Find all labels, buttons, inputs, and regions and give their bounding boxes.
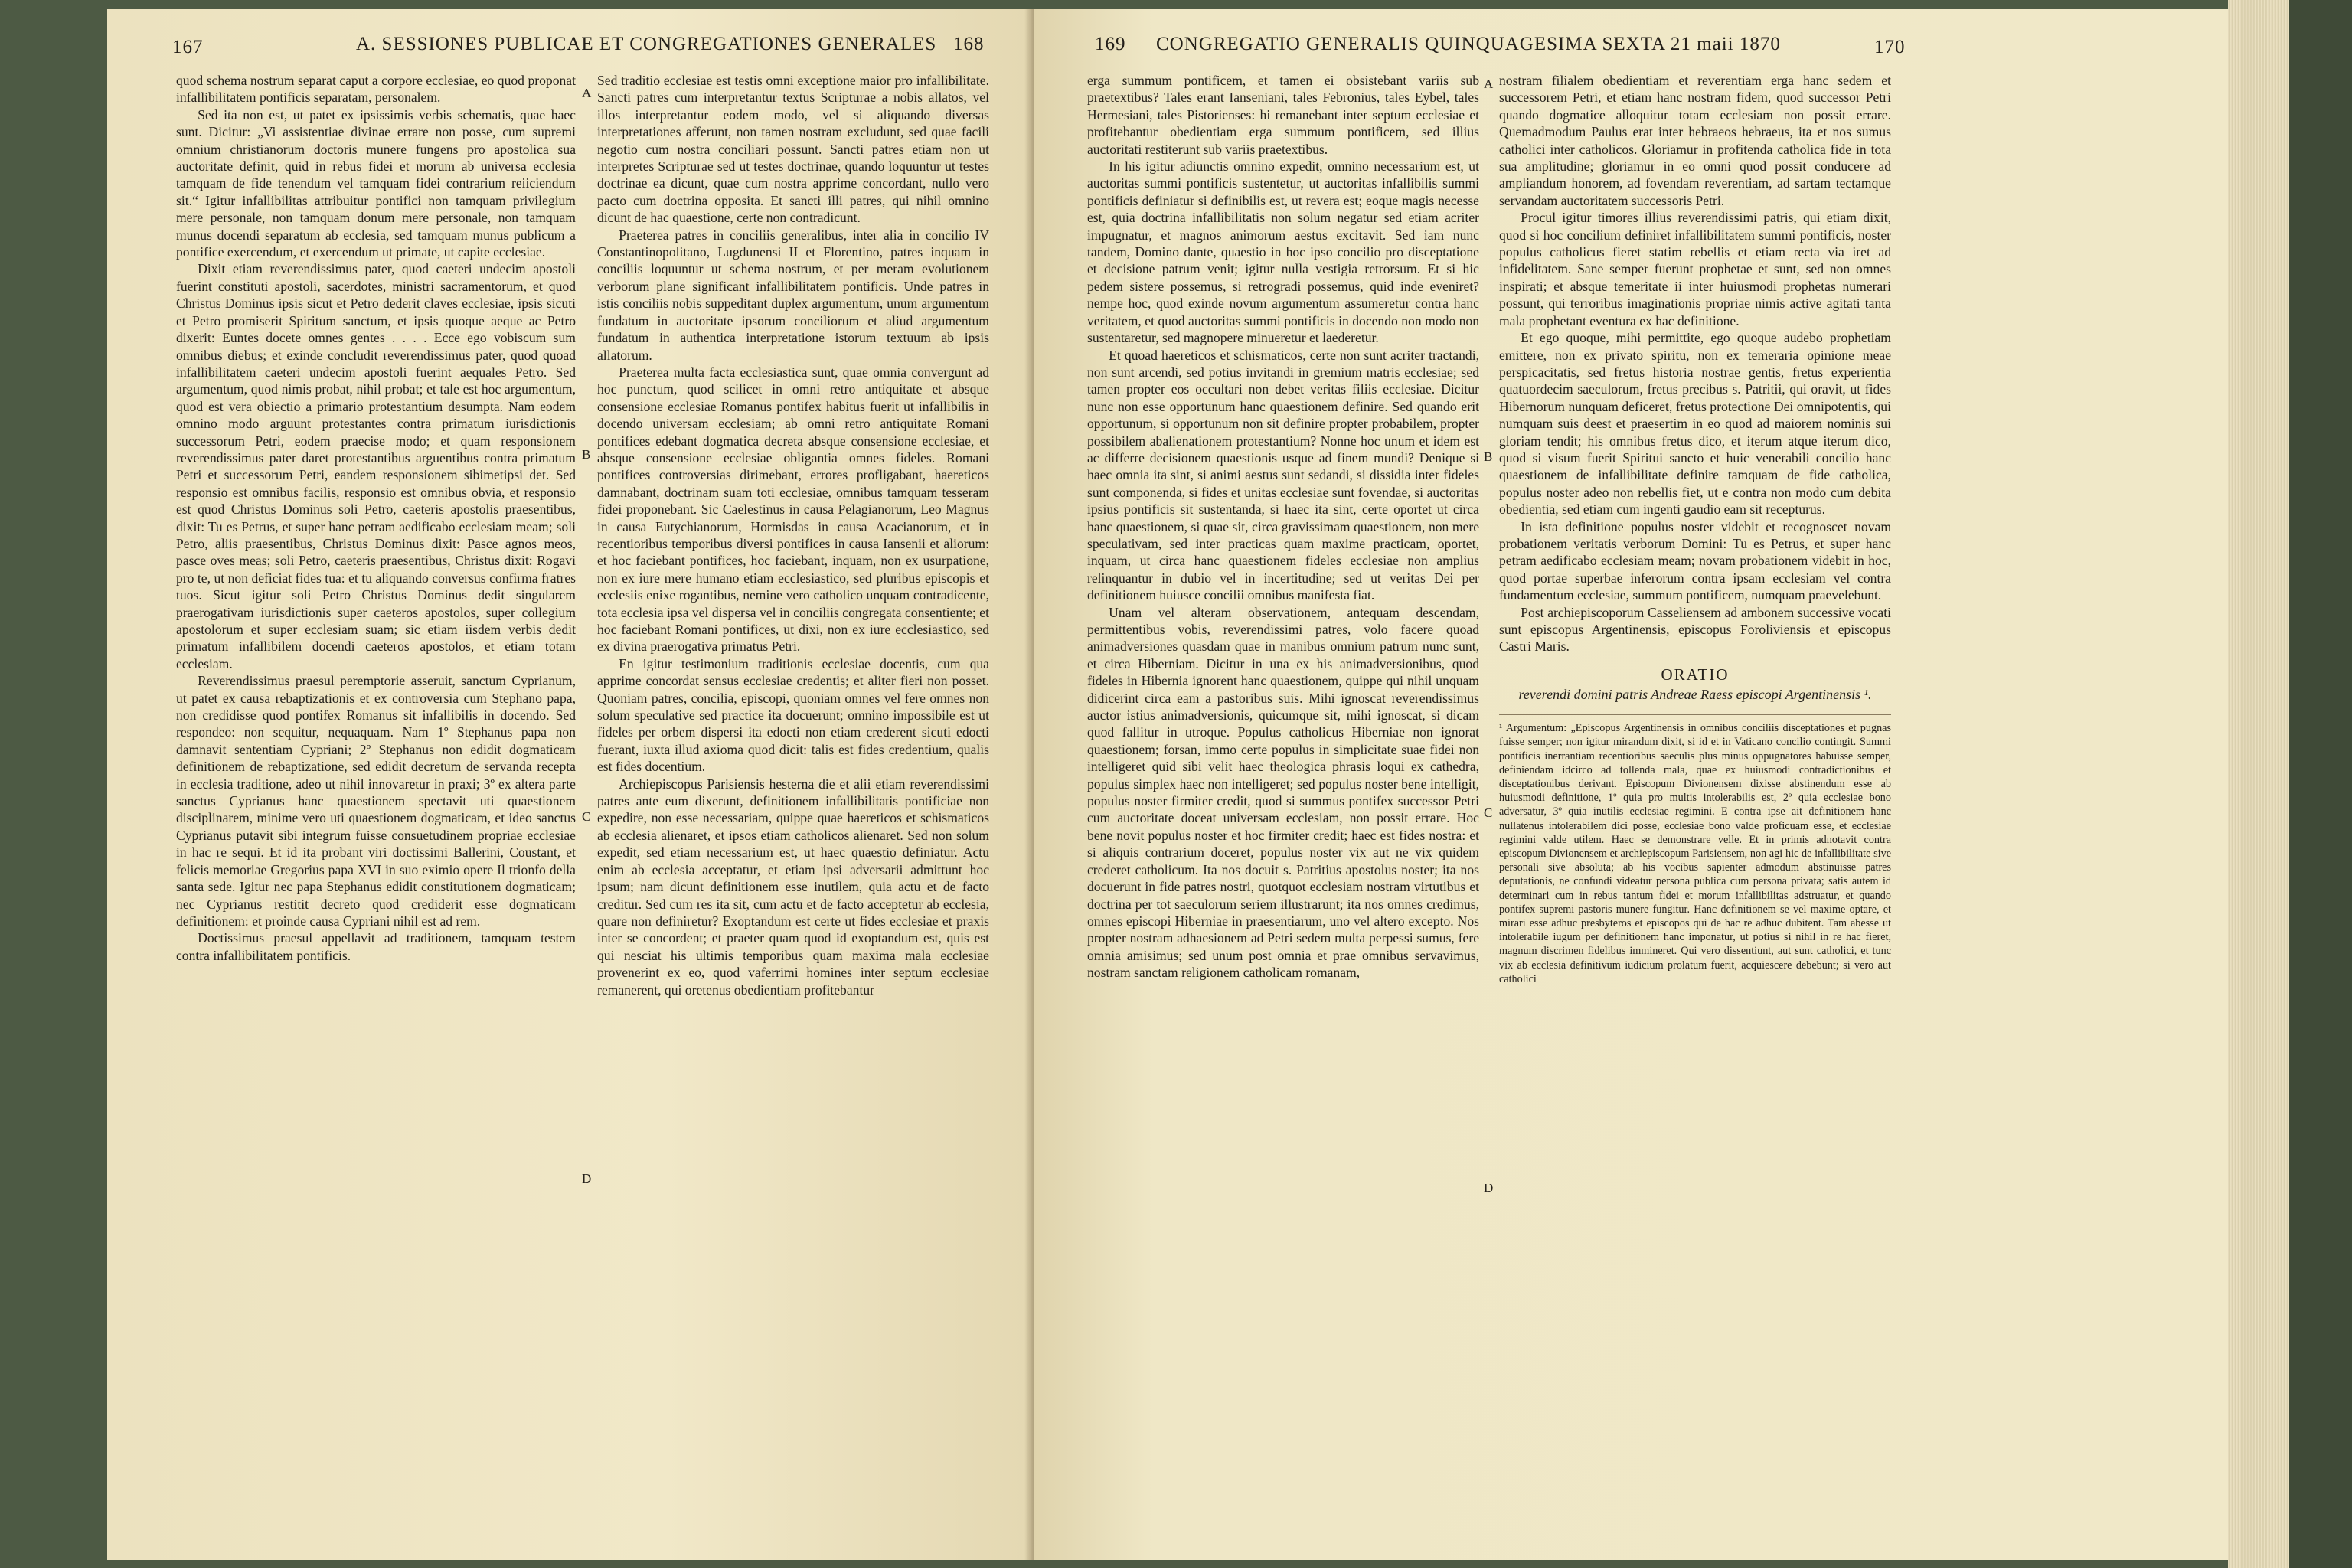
right-page-header xyxy=(1095,29,1926,60)
section-marker: C xyxy=(1484,805,1493,820)
paragraph: Unam vel alteram observationem, antequam descendam, permittentibus vobis, reverendissimi patres, volo facere quoad animadversiones quasdam quae in manibus omnium patrum nunc sunt, et circa Hiberniam. Dicitur in una ex his animadversionibus, quod fideles in Hibernia ignorent hanc quaestionem, quippe qui nihil unquam didicerint circa eam a pastoribus suis. Mihi ignoscat reverendissimus auctor istius animadversionis, quicumque sit, mihi ignoscat, si dicam quod fallitur in utroque. Populus catholicus Hiberniae non ignorat quaestionem; forsan, immo certe populus in simplicitate suae fidei non intelligeret quid sibi velit haec theologica phrasis loqui ex cathedra, populus simplex haec non intelligeret; sed populus noster bene intelligit, populus noster firmiter credit, quod si summus pontifex successor Petri cum auctoritate doceat universam ecclesiam, non possit errare. Hoc bene novit populus noster et hoc firmiter credit; haec est fides nostra: et si aliquis contrarium doceret, populus noster vix aut ne vix quidem crederet catholicum. Ita nos docuit s. Patritius apostolus noster; ita nos docuerunt in fide patres nostri, quotquot ecclesiam nostram virtutibus et doctrina per tot saeculorum seriem illustrarunt; ita nos omnes credimus, omnes episcopi Hiberniae in praesentiarum, uno vel altero excepto. Nos propter nostram adhaesionem ad Petri sedem multa perpessi sumus, fere omnia amisimus; sed unum post omnia et prae omnibus servavimus, nostram sanctam religionem catholicam romanam, xyxy=(1087,604,1479,981)
right-page-column-1 xyxy=(1087,72,1479,1511)
paragraph: Archiepiscopus Parisiensis hesterna die et alii etiam reverendissimi patres ante eum dixerunt, definitionem infallibilitatis pontificiae non expedire, non esse necessariam, quippe quae haereticos et schismaticos ab ecclesia alienaret, et ipsos etiam catholicos alienaret. Sed non solum expedit, sed etiam necessarium est, ut haec quaestio definiatur. Actu enim ab ecclesia acceptatur, et etiam ipsi adversarii admittunt hoc ipsum; nam dicunt definitionem esse inutilem, quia actu et de facto creditur. Sed cum res ita sit, cum actu et de facto acceptetur ab ecclesia, quare non definiretur? Exoptandum est certe ut fides ecclesiae et praxis inter se concordent; et praeter quam quod id exoptandum est, quis est qui nesciat his ultimis temporibus quam maxima mala ecclesiae provenerint ex eo, quod vaferrimi homines inter septum ecclesiae remanerent, qui oretenus obedientiam profitebantur xyxy=(597,776,989,998)
book-fore-edge xyxy=(2228,0,2289,1568)
paragraph: erga summum pontificem, et tamen ei obsistebant variis sub praetextibus? Tales erant Ianseniani, tales Febronius, tales Eybel, tales Hermesiani, tales Pistorienses: hi remanebant inter septum ecclesiae et profitebantur obedientiam erga summum pontificem, sed illius auctoritati restiterunt sub variis praetextibus. xyxy=(1087,73,1479,157)
section-marker: B xyxy=(582,447,591,462)
paragraph: In his igitur adiunctis omnino expedit, omnino necessarium est, ut auctoritas summi pontificis sustentetur, ut auctoritas infallibilis summi pontificis definiatur si definibilis est, ut revera est; eoque magis necesse est, quia doctrina infallibilitatis non solum negatur sed etiam acriter impugnatur, et magnos animorum aestus excitavit. Sed iam nunc tandem, Domino dante, quaestio in hoc ipso concilio pro disceptatione et decisione patrum venit; igitur nulla vestigia retrorsum. Et si hic pedem sistere possemus, si retrogradi possemus, quid inde eveniret? nempe hoc, quod exinde novum argumentum assumeretur contra hanc veritatem, et quod auctoritas summi pontificis in docendo non modo non sustentaretur, sed magnopere minueretur et laederetur. xyxy=(1087,158,1479,346)
paragraph: Et ego quoque, mihi permittite, ego quoque audebo prophetiam emittere, non ex privato spiritu, non ex temeraria opinione meae perspicacitatis, sed fretus historia nostrae gentis, fretus experientia quatuordecim saeculorum, fretus precibus s. Patritii, qui oravit, ut fides Hibernorum nunquam deficeret, fretus protectione Dei omnipotentis, qui numquam suis deest et praesertim in eo quod ad maiorem nominis sui gloriam tendit; his omnibus fretus dico, et iterum atque iterum dico, quod si visum fuerit Spiritui sancto et huic venerabili concilio hanc quaestionem de infallibilitate definire tamquam de fide catholica, populus noster adeo non rebellis fiet, ut e contra non modo cum debita obedientia, sed etiam cum ingenti gaudio eam sit recepturus. xyxy=(1499,330,1891,518)
paragraph: Sed traditio ecclesiae est testis omni exceptione maior pro infallibilitate. Sancti patres cum interpretantur textus Scripturae a nobis allatos, vel illos interpretantur eodem modo, vel si aliquando diversas interpretationes afferunt, non tamen nostram excludunt, sed quae facili negotio cum nostra conciliari possunt. Sancti patres etiam non ut interpretes Scripturae sed ut testes doctrinae, quando loquuntur ut testes doctrinae ea dicunt, quae cum nostra apprime concordant, nullo vero pacto cum doctrina opposita. Et sancti illi patres, qui nihil omnino dicunt de hac quaestione, certe non contradicunt. xyxy=(597,73,989,226)
section-marker: D xyxy=(1484,1181,1494,1195)
running-title: A. SESSIONES PUBLICAE ET CONGREGATIONES GENERALES xyxy=(356,34,937,54)
page-number: 168 xyxy=(953,34,985,54)
paragraph: Reverendissimus praesul peremptorie asseruit, sanctum Cyprianum, ut patet ex causa rebaptizationis et ex controversia cum Stephano papa, non credidisse quod pontifex Romanus sit infallibilis in docendo. Sed respondeo: non sequitur, nequaquam. Nam 1º Stephanus papa non damnavit sententiam Cypriani; 2º Stephanus non edidit dogmaticam definitionem de rebaptizatione, sed edidit decretum de servanda recepta in ecclesia traditione, adeo ut nihil innovaretur in praxi; 3º ex altera parte sanctus Cyprianus hanc quaestionem spectavit uti quaestionem disciplinarem, minime vero uti quaestionem dogmaticam, et ideo sanctus Cyprianus putavit sibi integrum fuisse consuetudinem propriae ecclesiae in hac re sequi. Et id ita probant viri doctissimi Ballerini, Coustant, et felicis memoriae Gregorius papa XVI in suo eximio opere Il trionfo della santa sede. Igitur nec papa Stephanus edidit constitutionem dogmaticam; nec Cyprianus restitit decreto quod crediderit esse dogmaticam definitionem: et proinde causa Cypriani nihil est ad rem. xyxy=(176,673,576,929)
left-page xyxy=(107,9,1034,1560)
paragraph: Praeterea multa facta ecclesiastica sunt, quae omnia convergunt ad hoc punctum, quod scilicet in omni retro antiquitate et absque consensione ecclesiae Romanus pontifex habitus fuerit ut infallibilis in docendo universam ecclesiam; ab omni retro antiquitate Romani pontifices edebant dogmatica decreta absque consensione ecclesiae, et absque consensione ecclesiae obligantia omnes fideles. Romani pontifices controversias dirimebant, errores profligabant, haereticos damnabant, doctrinam suam toti ecclesiae, omnibus tamquam tesseram fidei proponebant. Sic Caelestinus in causa Pelagianorum, Leo Magnus in causa Eutychianorum, Hormisdas in causa Acacianorum, et in recentioribus temporibus diversi pontifices in causa Iansenii et aliorum: et hoc faciebant pontifices, hoc faciebant, inquam, non ex usurpatione, non ex iure mere humano etiam ecclesiastico, sed pluribus episcopis et ecclesiis enixe rogantibus, nemine vero catholico unquam contradicente, tota ecclesia ipsa vel dispersa vel in conciliis congregata consentiente; et hoc faciebant Romani pontifices, ut dixi, non ex iure ecclesiastico, sed ex divina praerogativa primatus Petri. xyxy=(597,364,989,655)
footnote: ¹ Argumentum: „Episcopus Argentinensis in omnibus conciliis disceptationes et pugnas fuisse semper; non igitur mirandum dixit, si id et in Vaticano concilio contingit. Summi pontificis inerrantiam recentioribus saeculis plus minus oppugnatores habuisse semper, definiendam idcirco ad tollenda mala, quae ex huiusmodi contradictionibus et disceptationibus derivant. Episcopum Divionensem dixisse abstinendum esse ab huiusmodi definitione, 1º quia pro multis intolerabilis est, 2º quia ecclesiae bono adversatur, 3º quia inutilis ecclesiae regimini. E contra ipse ait definitionem hanc nullatenus intolerabilem dici posse, ecclesiae bono valde proficuam esse, et ecclesiae regimini valde utilem. Haec se demonstrare velle. Et in primis adnotavit contra episcopum Divionensem et archiepiscopum Parisiensem, non agi hic de infallibilitate sive personali sive absoluta; ab his vocibus sapienter admodum abstinuisse patres deputationis, ne confundi videatur persona publica cum persona privata; satis autem id determinari cum in rebus tantum fidei et morum infallibilitas adstruatur, et quando pontifex supremi pastoris munere fungitur. Hanc definitionem se vel maxime optare, et mirari esse adhuc presbyteros et episcopos qui de hac re adhuc dubitent. Tam abesse ut intolerabile iugum per definitionem hanc imponatur, ut potius si nihil in re hac fieret, magnum discrimen fidelibus immineret. Qui vero dissentiunt, aut sunt catholici, et tunc vix ab ecclesia definitivum iudicium prolatum fuerit, acquiescere debebunt; si vero aut catholici xyxy=(1499,714,1891,986)
page-number: 169 xyxy=(1095,34,1126,54)
right-page xyxy=(1034,9,2228,1560)
left-page-header xyxy=(172,29,1003,60)
right-page-column-2-body xyxy=(1499,72,1891,655)
paragraph: En igitur testimonium traditionis ecclesiae docentis, cum qua apprime concordat sensus ecclesiae credentis; et aliter fieri non posset. Quoniam patres, concilia, episcopi, quoniam omnes vel fere omnes non solum speculative sed practice ita docuerunt; omnino impossibile est ut fideles per orbem dispersi ita edocti non etiam crederent sicuti edocti fuerant, iuxta illud axioma quod dicit: talis est fides credentium, qualis est fides docentium. xyxy=(597,655,989,775)
left-page-column-1 xyxy=(176,72,576,1511)
paragraph: quod schema nostrum separat caput a corpore ecclesiae, eo quod proponat infallibilitatem pontificis separatam, personalem. xyxy=(176,73,576,106)
paragraph: Praeterea patres in conciliis generalibus, inter alia in concilio IV Constantinopolitano, Lugdunensi II et Florentino, patres inquam in conciliis loquuntur ut schema nostrum, et per meram evolutionem verborum plane significant infallibilitatem pontificis. Unde patres in istis conciliis nobis suppeditant duplex argumentum, unum argumentum fundatum in auctoritate ipsorum conciliorum et aliud argumentum fundatum in authentica interpretatione istorum textuum ab ipsis allatorum. xyxy=(597,227,989,363)
page-number: 167 xyxy=(172,37,204,57)
oration-subtitle: reverendi domini patris Andreae Raess episcopi Argentinensis ¹. xyxy=(1518,687,1872,703)
right-page-column-2 xyxy=(1499,72,1891,1519)
paragraph: In ista definitione populus noster videbit et recognoscet novam probationem veritatis verborum Domini: Tu es Petrus, et super hanc petram aedificabo ecclesiam meam; novam probationem videbit in hoc, quod portae superbae inferorum contra ipsam ecclesiam vel contra fundamentum ecclesiae, summum pontificem, numquam praevelebunt. xyxy=(1499,518,1891,603)
paragraph: Procul igitur timores illius reverendissimi patris, qui etiam dixit, quod si hoc concilium definiret infallibilitatem summi pontificis, noster populus catholicus fieret statim rebellis et etiam recta via iret ad infidelitatem. Sane semper fuerunt prophetae et sunt, sed non omnes inspirati; et absque temeritate ii inter huiusmodi prophetas numerari possunt, qui terroribus imaginationis propriae nimis active agitati tanta mala prophetant eventura ex hac definitione. xyxy=(1499,210,1891,328)
section-marker: B xyxy=(1484,449,1493,464)
paragraph: Sed ita non est, ut patet ex ipsissimis verbis schematis, quae haec sunt. Dicitur: „Vi assistentiae divinae errare non posse, cum supremi omnium christianorum doctoris munere fungens pro apostolica sua auctoritate definit, quid in rebus fidei et morum ab universa ecclesia tamquam de fide tenendum vel tamquam fidei contrarium reiiciendum sit.“ Igitur infallibilitas attribuitur pontifici non tamquam privilegium mere personale, non tamquam donum mere personale, non tamquam munus docendi separatum ab ecclesia, sed tamquam munus publicum a pontifice exercendum, et exercendum ut primate, ut capite ecclesiae. xyxy=(176,106,576,260)
section-marker: C xyxy=(582,809,591,824)
paragraph: Et quoad haereticos et schismaticos, certe non sunt acriter tractandi, non sunt arcendi, sed potius invitandi in gremium matris ecclesiae; sed tamen propter eos occultari non debet veritas filiis ecclesiae. Dicitur nunc non esse opportunum hanc quaestionem definire. Sed quando erit opportunum, si opportunum non sit definire propter probabilem, propter possibilem abalienationem protestantium? Nonne hoc unum et idem est ac differre decisionem quaestionis usque ad finem mundi? Denique si haec omnia ita sint, si animi aestus sunt sedandi, si dissidia inter fideles sunt componenda, si fides et unitas ecclesiae sunt fovendae, si auctoritas ipsius pontificis sit sustentanda, si haec ita sint, certe oportet ut circa hanc quaestionem, si quae sit, circa gravissimam quaestionem, non mere speculativam, sed inter practicas quam maxime practicam, oportet, inquam, ut circa hanc quaestionem fideles ecclesiae non amplius relinquantur in dubio vel in incertitudine; sed ut veritas Dei per definitionem huiusce concilii omnibus manifesta fiat. xyxy=(1087,347,1479,603)
background-surface xyxy=(2289,0,2352,1568)
page-number: 170 xyxy=(1874,37,1906,57)
left-page-column-2 xyxy=(597,72,989,1511)
running-title: CONGREGATIO GENERALIS QUINQUAGESIMA SEXTA 21 maii 1870 xyxy=(1156,34,1781,54)
section-marker: D xyxy=(582,1171,592,1186)
paragraph: nostram filialem obedientiam et reverentiam erga hanc sedem et successorem Petri, et etiam hanc nostram fidem, quod successor Petri quando dogmatice alloquitur totam ecclesiam non possit errare. Quemadmodum Paulus erat inter hebraeos hebraeus, ita et nos sumus catholici inter catholicos. Gloriamur in profitenda catholica fide in tota sua amplitudine; gloriamur in eo omni quod possit conducere ad ampliandum honorem, ad fovendam reverentiam, ad sartam tectamque servandam auctoritatem successoris Petri. xyxy=(1499,73,1891,208)
paragraph: Post archiepiscoporum Casseliensem ad ambonem successive vocati sunt episcopus Argentinensis, episcopus Foroliviensis et episcopus Castri Maris. xyxy=(1499,604,1891,655)
oration-title: ORATIO xyxy=(1661,665,1730,684)
paragraph: Doctissimus praesul appellavit ad traditionem, tamquam testem contra infallibilitatem pontificis. xyxy=(176,930,576,963)
section-marker: A xyxy=(582,86,592,100)
paragraph: Dixit etiam reverendissimus pater, quod caeteri undecim apostoli fuerint constituti apostoli, sacerdotes, ministri sacramentorum, et quod Christus Dominus ipsis sicut et Petro dederit claves ecclesiae, ipsis sicuti et Petro promiserit Spiritum sanctum, et ipsis quoque aeque ac Petro dixerit: Euntes docete omnes gentes . . . . Ecce ego vobiscum sum omnibus diebus; et exinde concludit reverendissimus pater, quod quoad infallibilitatem caeteri undecim apostoli fuerint aequales Petro. Sed argumentum, quod nimis probat, nihil probat; et tale est hoc argumentum, quod est vera obiectio a primario protestantium desumpta. Nam eodem omnino modo arguunt protestantes contra primatum iurisdictionis successorum Petri, eodem praecise modo; et quam responsionem reverendissimus pater daret protestantibus arguentibus contra primatum Petri et successorum Petri, eandem responsionem sibimetipsi det. Sed responsio est omnibus facilis, responsio est omnibus obvia, et responsio est quod Christus Dominus soli Petro, caeteris apostolis praesentibus, dixit: Tu es Petrus, et super hanc petram aedificabo ecclesiam meam; soli Petro, aliis praesentibus, Christus Dominus dixit: Pasce agnos meos, pasce oves meas; soli Petro, caeteris praesentibus, Christus dixit: Rogavi pro te, ut non deficiat fides tua: et tu aliquando conversus confirma fratres tuos. Sicut igitur soli Petro Christus Dominus dedit singularem praerogativam iurisdictionis super caeteros apostolos, super collegium apostolorum et super ecclesiam suam; sic etiam iisdem verbis dedit primatum infallibilem docendi caeteros apostolos, et etiam totam ecclesiam. xyxy=(176,261,576,671)
section-marker: A xyxy=(1484,77,1494,91)
